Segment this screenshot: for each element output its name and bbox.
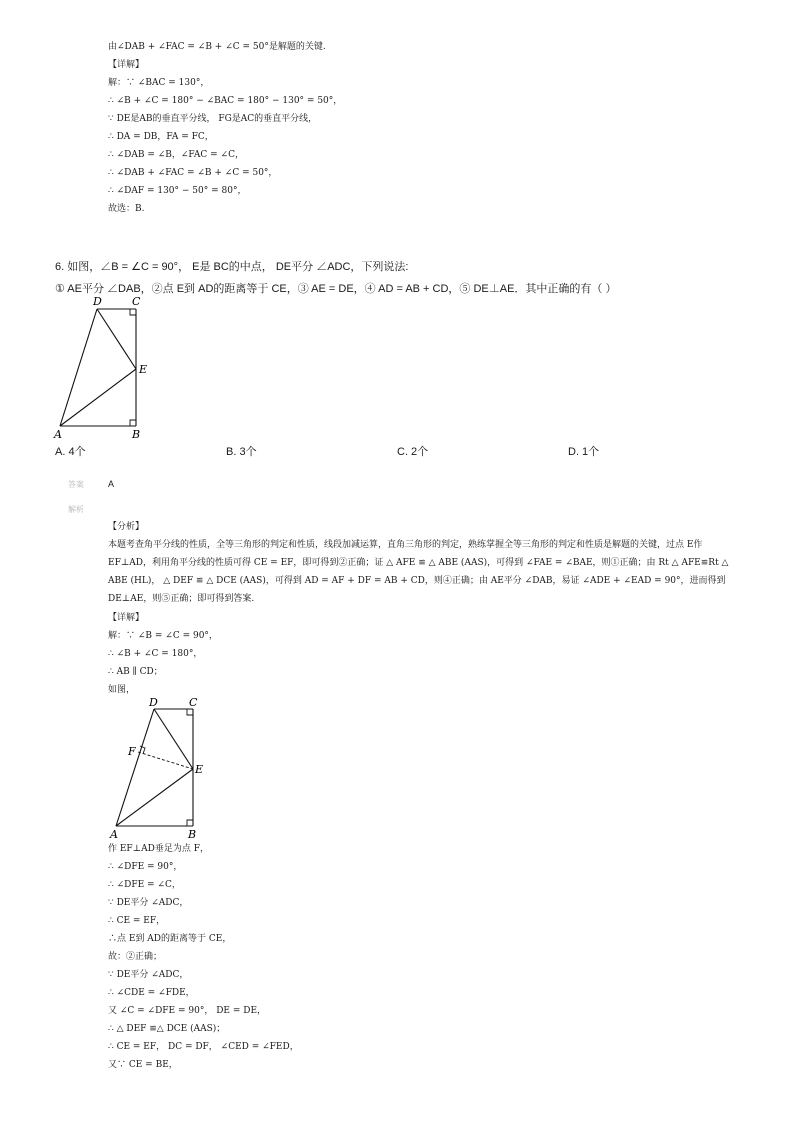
option-a[interactable]: A. 4个	[55, 446, 86, 458]
detail-figure	[104, 694, 216, 840]
option-b[interactable]: B. 3个	[226, 446, 257, 458]
analysis-text: 本题考查角平分线的性质，全等三角形的判定和性质，线段加减运算，直角三角形的判定，熟练掌握全等三角形的判定和性质是解题的关键，过点 E作 EF⊥AD，利用角平分线的性质可得 CE = EF，即可得到②正确；证 △ AFE ≌ △ ABE (AAS)，可得到 ∠FAE = ∠BAE，则①正确；由 Rt △ AFE≌Rt △ ABE (HL)， △ DEF ≌ △ DCE (AAS)，可得到 AD = AF + DF = AB + CD，则④正确；由 AE平分 ∠DAB，易证 ∠ADE + ∠EAD = 90°，进而得到 DE⊥AE，则⑤正确；即可得到答案.	[108, 540, 729, 604]
label-e: E	[139, 363, 148, 376]
solution-line: ∴ DA = DB，FA = FC，	[108, 132, 214, 142]
solution-line: ∴ ∠DAB = ∠B，∠FAC = ∠C，	[108, 150, 244, 160]
solution-line: ∴ ∠DAB + ∠FAC = ∠B + ∠C = 50°，	[108, 168, 278, 178]
detail-label: 【详解】	[108, 60, 145, 70]
analysis-tag: 解析	[68, 505, 84, 514]
detail-line: ∴ AB ∥ CD；	[108, 667, 163, 677]
detail-line: ∴ CE = EF，	[108, 916, 166, 926]
option-c[interactable]: C. 2个	[397, 446, 429, 458]
solution-line: ∴ ∠DAF = 130° − 50° = 80°，	[108, 186, 247, 196]
label-c: C	[132, 295, 141, 308]
detail-line: 又∵ CE = BE，	[108, 1060, 178, 1070]
label-f: F	[128, 745, 136, 758]
solution-line: 故选：B.	[108, 204, 145, 214]
detail-line: 解：∵ ∠B = ∠C = 90°，	[108, 631, 218, 641]
detail-line: ∴ △ DEF ≌△ DCE (AAS)；	[108, 1024, 226, 1034]
detail-line: 如图，	[108, 685, 136, 695]
detail-label: 【详解】	[108, 613, 145, 623]
detail-line: ∴ ∠B + ∠C = 180°，	[108, 649, 203, 659]
solution-line: ∵ DE是AB的垂直平分线， FG是AC的垂直平分线，	[108, 114, 318, 124]
detail-line: ∴ ∠DFE = ∠C，	[108, 880, 181, 890]
detail-line: 故：②正确；	[108, 952, 163, 962]
label-a: A	[54, 428, 62, 441]
label-b: B	[188, 828, 197, 840]
detail-line: ∵ DE平分 ∠ADC，	[108, 898, 189, 908]
label-d: D	[93, 295, 102, 308]
detail-line: 作 EF⊥AD垂足为点 F，	[108, 844, 209, 854]
label-b: B	[132, 428, 141, 441]
option-d[interactable]: D. 1个	[568, 446, 600, 458]
solution-intro: 由∠DAB + ∠FAC = ∠B + ∠C = 50°是解题的关键.	[108, 42, 326, 52]
label-e: E	[195, 763, 204, 776]
answer-tag: 答案	[68, 480, 84, 489]
solution-line: 解：∵ ∠BAC = 130°，	[108, 78, 210, 88]
question-stem: 6. 如图，∠B = ∠C = 90°， E是 BC的中点， DE平分 ∠ADC，下列说法:	[55, 261, 409, 273]
question-statements: ① AE平分 ∠DAB，②点 E到 AD的距离等于 CE，③ AE = DE，④ AD = AB + CD，⑤ DE⊥AE．其中正确的有（ ）	[55, 283, 617, 295]
detail-line: ∴点 E到 AD的距离等于 CE，	[108, 934, 232, 944]
question-figure	[48, 293, 160, 443]
solution-line: ∴ ∠B + ∠C = 180° − ∠BAC = 180° − 130° = 50°，	[108, 96, 343, 106]
analysis-label: 【分析】	[108, 522, 145, 532]
detail-line: 又 ∠C = ∠DFE = 90°， DE = DE，	[108, 1006, 267, 1016]
detail-line: ∴ CE = EF， DC = DF， ∠CED = ∠FED，	[108, 1042, 299, 1052]
label-c: C	[189, 696, 198, 709]
detail-line: ∴ ∠CDE = ∠FDE，	[108, 988, 195, 998]
detail-line: ∵ DE平分 ∠ADC，	[108, 970, 189, 980]
answer-value: A	[108, 479, 115, 489]
label-a: A	[110, 828, 118, 840]
detail-line: ∴ ∠DFE = 90°，	[108, 862, 183, 872]
label-d: D	[149, 696, 158, 709]
